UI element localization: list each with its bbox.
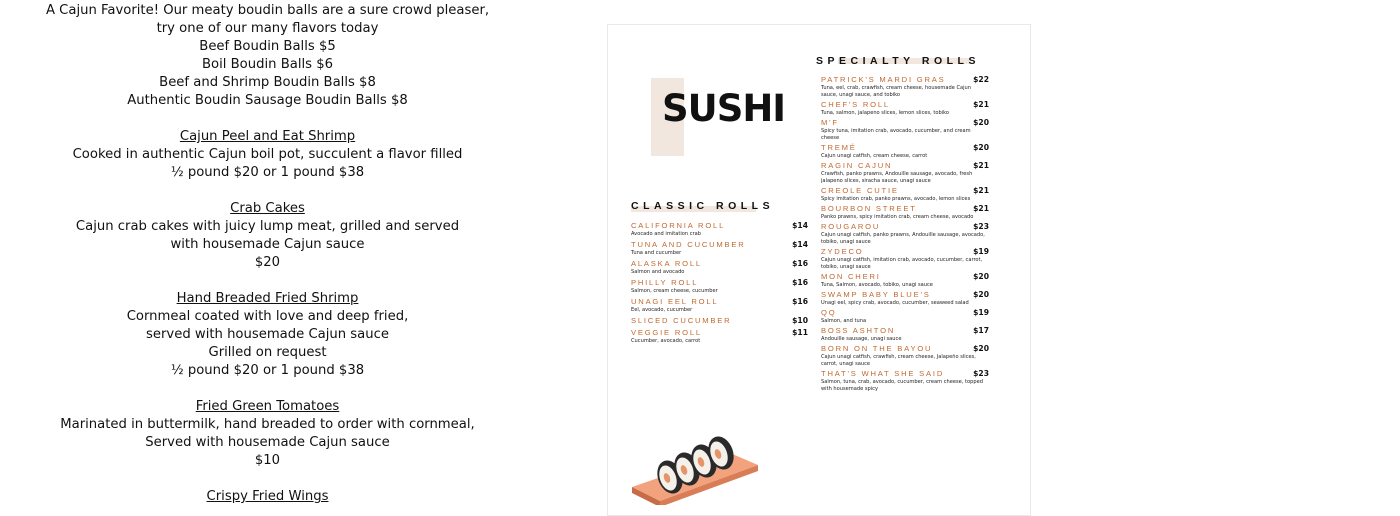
item-name: QQ	[821, 308, 837, 317]
item-price: $21	[973, 204, 989, 213]
item-price: $20	[973, 290, 989, 299]
menu-item	[821, 161, 989, 185]
item-price: $19	[973, 247, 989, 256]
item-description: Salmon, and tuna	[821, 318, 867, 324]
item-name: RAGIN CAJUN	[821, 161, 893, 170]
menu-section	[40, 398, 495, 470]
section-line: Authentic Boudin Sausage Boudin Balls $8	[127, 93, 408, 108]
item-description: Salmon, tuna, crab, avocado, cucumber, cream cheese, topped with housemade spicy	[821, 379, 983, 392]
item-description: Cajun unagi catfish, crawfish, cream cheese, Jalapeño slices, carrot, unagi sauce	[821, 354, 976, 367]
item-name: ZYDECO	[821, 247, 864, 256]
item-name: CHEF'S ROLL	[821, 100, 890, 109]
item-name: BORN ON THE BAYOU	[821, 344, 933, 353]
menu-section	[40, 200, 495, 272]
section-line: $20	[254, 255, 281, 270]
menu-item	[631, 278, 808, 295]
section-line: Cooked in authentic Cajun boil pot, succulent a flavor filled	[72, 147, 463, 162]
menu-item	[821, 204, 989, 221]
section-line: A Cajun Favorite! Our meaty boudin balls are a sure crowd pleaser,	[45, 3, 490, 18]
item-description: Unagi eel, spicy crab, avocado, cucumber, seaweed salad	[821, 300, 969, 306]
item-description: Panko prawns, spicy imitation crab, cream cheese, avocado	[821, 214, 974, 220]
section-line: Beef and Shrimp Boudin Balls $8	[159, 75, 376, 90]
item-name: VEGGIE ROLL	[631, 328, 702, 337]
classic-rolls-heading: CLASSIC ROLLS	[631, 200, 775, 212]
section-line: Served with housemade Cajun sauce	[145, 435, 390, 450]
item-name: UNAGI EEL ROLL	[631, 297, 719, 306]
item-name: SLICED CUCUMBER	[631, 316, 732, 325]
item-price: $21	[973, 161, 989, 170]
menu-item	[821, 369, 989, 393]
menu-item	[821, 326, 989, 343]
item-name: SWAMP BABY BLUE'S	[821, 290, 931, 299]
menu-item	[631, 316, 808, 326]
item-price: $20	[973, 143, 989, 152]
item-description: Salmon, cream cheese, cucumber	[631, 288, 718, 294]
item-price: $19	[973, 308, 989, 317]
section-line: Beef Boudin Balls $5	[199, 39, 336, 54]
section-line: Grilled on request	[208, 345, 327, 360]
menu-section	[40, 488, 495, 506]
section-line: Marinated in buttermilk, hand breaded to order with cornmeal,	[60, 417, 475, 432]
item-description: Cucumber, avocado, carrot	[631, 338, 701, 344]
menu-item	[821, 272, 989, 289]
section-line: Cajun crab cakes with juicy lump meat, grilled and served	[75, 219, 460, 234]
appetizer-menu-text	[40, 0, 495, 504]
section-title: Fried Green Tomatoes	[195, 399, 340, 414]
menu-item	[631, 240, 808, 257]
menu-item	[821, 75, 989, 99]
item-price: $23	[973, 222, 989, 231]
section-title: Cajun Peel and Eat Shrimp	[179, 129, 356, 144]
item-description: Spicy tuna, imitation crab, avocado, cucumber, and cream cheese	[821, 128, 971, 141]
item-price: $16	[792, 278, 808, 287]
item-price: $17	[973, 326, 989, 335]
item-name: THAT'S WHAT SHE SAID	[821, 369, 945, 378]
item-price: $22	[973, 75, 989, 84]
item-description: Avocado and imitation crab	[631, 231, 701, 237]
item-name: ROUGAROU	[821, 222, 881, 231]
item-name: MON CHERI	[821, 272, 881, 281]
menu-item	[821, 100, 989, 117]
menu-section	[40, 128, 495, 182]
item-description: Cajun unagi catfish, panko prawns, Andouille sausage, avocado, tobiko, unagi sauce	[821, 232, 985, 245]
item-name: CREOLE CUTIE	[821, 186, 899, 195]
section-line: Boil Boudin Balls $6	[202, 57, 333, 72]
menu-item	[821, 247, 989, 271]
section-title: Crab Cakes	[230, 201, 305, 216]
item-price: $21	[973, 100, 989, 109]
item-description: Tuna and cucumber	[631, 250, 682, 256]
section-title: Hand Breaded Fried Shrimp	[176, 291, 359, 306]
menu-item	[821, 118, 989, 142]
item-price: $23	[973, 369, 989, 378]
item-price: $20	[973, 272, 989, 281]
item-description: Cajun unagi catfish, cream cheese, carrot	[821, 153, 928, 159]
section-title: Crispy Fried Wings	[206, 489, 329, 504]
item-price: $11	[792, 328, 808, 337]
item-description: Andouille sausage, unagi sauce	[821, 336, 902, 342]
item-name: M'F	[821, 118, 839, 127]
classic-rolls-list	[631, 221, 808, 347]
menu-item	[821, 143, 989, 160]
sushi-logo: SUSHI	[662, 87, 786, 130]
item-price: $20	[973, 118, 989, 127]
item-price: $10	[792, 316, 808, 325]
menu-item	[821, 344, 989, 368]
item-name: TREMÉ	[821, 143, 857, 152]
menu-item	[631, 297, 808, 314]
item-name: BOSS ASHTON	[821, 326, 896, 335]
section-line: $10	[254, 453, 281, 468]
section-line: Cornmeal coated with love and deep fried,	[126, 309, 409, 324]
sushi-menu-card	[607, 24, 1031, 516]
item-name: CALIFORNIA ROLL	[631, 221, 726, 230]
item-description: Tuna, salmon, jalapeno slices, lemon slices, tobiko	[821, 110, 950, 116]
menu-section	[40, 290, 495, 380]
section-line: ½ pound $20 or 1 pound $38	[170, 363, 365, 378]
item-description: Eel, avocado, cucumber	[631, 307, 693, 313]
item-description: Cajun unagi catfish, imitation crab, avocado, cucumber, carrot, tobiko, unagi sauce	[821, 257, 983, 270]
section-line: served with housemade Cajun sauce	[146, 327, 389, 342]
item-description: Tuna, Salmon, avocado, tobiko, unagi sauce	[821, 282, 933, 288]
item-name: TUNA AND CUCUMBER	[631, 240, 746, 249]
item-price: $16	[792, 259, 808, 268]
item-name: BOURBON STREET	[821, 204, 917, 213]
specialty-rolls-heading: SPECIALTY ROLLS	[816, 55, 980, 67]
specialty-rolls-list	[821, 75, 989, 394]
item-name: PHILLY ROLL	[631, 278, 699, 287]
item-description: Tuna, eel, crab, crawfish, cream cheese, housemade Cajun sauce, unagi sauce, and tobiko	[821, 85, 971, 98]
item-name: PATRICK'S MARDI GRAS	[821, 75, 946, 84]
item-description: Crawfish, panko prawns, Andouille sausage, avocado, fresh jalapeno slices, siracha sauce, unagi sauce	[821, 171, 973, 184]
menu-item	[631, 221, 808, 238]
section-line: with housemade Cajun sauce	[170, 237, 365, 252]
item-price: $21	[973, 186, 989, 195]
menu-item	[821, 290, 989, 307]
menu-item	[631, 328, 808, 345]
item-price: $14	[792, 221, 808, 230]
menu-item	[821, 186, 989, 203]
item-price: $16	[792, 297, 808, 306]
section-line: ½ pound $20 or 1 pound $38	[170, 165, 365, 180]
menu-item	[821, 308, 989, 325]
menu-section	[40, 2, 495, 110]
section-line: try one of our many flavors today	[156, 21, 379, 36]
item-description: Spicy imitation crab, panko prawns, avocado, lemon slices	[821, 196, 971, 202]
item-name: ALASKA ROLL	[631, 259, 702, 268]
item-price: $20	[973, 344, 989, 353]
item-price: $14	[792, 240, 808, 249]
item-description: Salmon and avocado	[631, 269, 685, 275]
sushi-platter-illustration	[630, 425, 770, 505]
menu-item	[821, 222, 989, 246]
menu-item	[631, 259, 808, 276]
